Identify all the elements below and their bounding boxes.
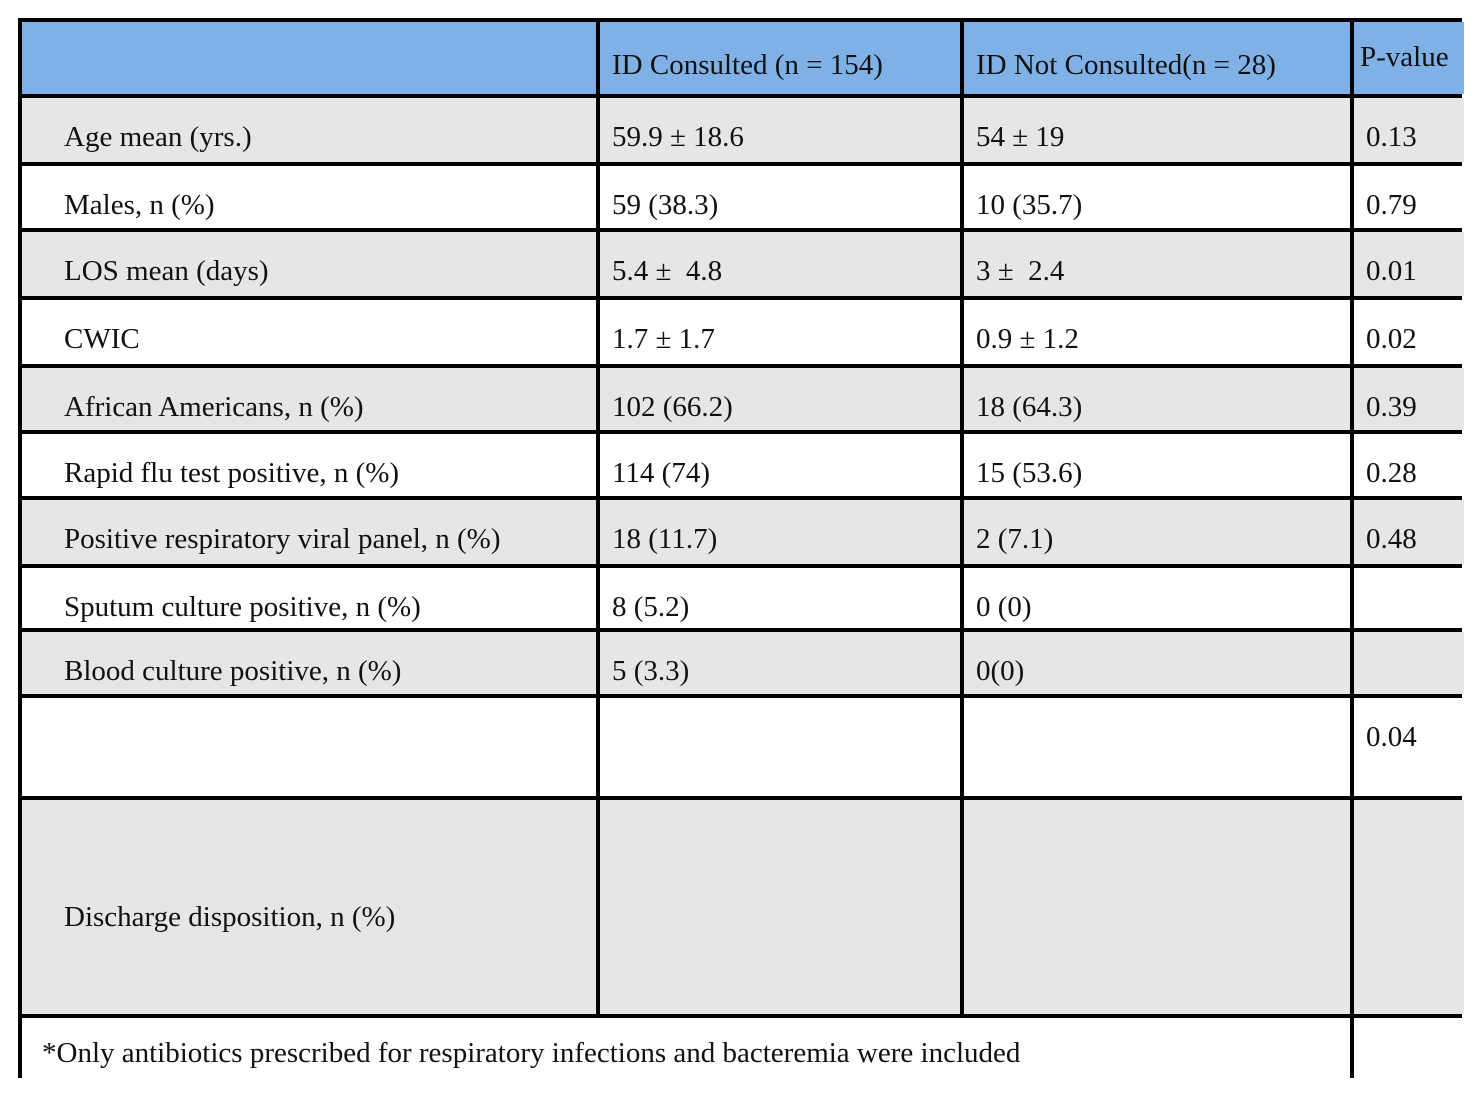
antibiotics-p-value: 0.04	[1354, 698, 1464, 796]
row-label: African Americans, n (%)	[22, 368, 596, 430]
discharge-label-cell	[22, 800, 596, 1014]
cell-not-consulted: 10 (35.7)	[964, 166, 1350, 228]
cell-not-consulted: 0 (0)	[964, 568, 1350, 628]
cell-consulted: 8 (5.2)	[600, 568, 960, 628]
cell-consulted: 59 (38.3)	[600, 166, 960, 228]
row-label: Rapid flu test positive, n (%)	[22, 434, 596, 496]
cell-consulted: 5.4 ± 4.8	[600, 232, 960, 296]
cell-not-consulted: 15 (53.6)	[964, 434, 1350, 496]
discharge-p-value	[1354, 800, 1464, 1014]
demographics-table	[18, 18, 1462, 1078]
cell-not-consulted: 0.9 ± 1.2	[964, 300, 1350, 364]
cell-p-value: 0.79	[1354, 166, 1464, 228]
row-label: Age mean (yrs.)	[22, 98, 596, 162]
row-label: Males, n (%)	[22, 166, 596, 228]
cell-not-consulted: 18 (64.3)	[964, 368, 1350, 430]
antibiotics-consulted-cell	[600, 698, 960, 796]
footnote-empty-cell	[1354, 1018, 1464, 1082]
header-blank-cell	[22, 22, 596, 94]
footnote: *Only antibiotics prescribed for respiratory infections and bacteremia were included	[22, 1018, 1350, 1082]
cell-consulted: 114 (74)	[600, 434, 960, 496]
cell-not-consulted: 3 ± 2.4	[964, 232, 1350, 296]
header-id-not-consulted: ID Not Consulted(n = 28)	[964, 22, 1350, 94]
discharge-consulted-cell	[600, 800, 960, 1014]
cell-p-value: 0.39	[1354, 368, 1464, 430]
row-label: Sputum culture positive, n (%)	[22, 568, 596, 628]
cell-p-value	[1354, 632, 1464, 694]
cell-consulted: 102 (66.2)	[600, 368, 960, 430]
cell-consulted: 5 (3.3)	[600, 632, 960, 694]
header-id-consulted: ID Consulted (n = 154)	[600, 22, 960, 94]
cell-not-consulted: 0(0)	[964, 632, 1350, 694]
row-label: Positive respiratory viral panel, n (%)	[22, 500, 596, 564]
cell-consulted: 1.7 ± 1.7	[600, 300, 960, 364]
discharge-not-consulted-cell	[964, 800, 1350, 1014]
cell-p-value: 0.01	[1354, 232, 1464, 296]
antibiotics-not-consulted-cell	[964, 698, 1350, 796]
row-label: CWIC	[22, 300, 596, 364]
header-p-value: P-value	[1354, 22, 1464, 94]
cell-p-value: 0.13	[1354, 98, 1464, 162]
antibiotics-label-cell	[22, 698, 596, 796]
cell-consulted: 18 (11.7)	[600, 500, 960, 564]
row-label: LOS mean (days)	[22, 232, 596, 296]
row-label: Blood culture positive, n (%)	[22, 632, 596, 694]
cell-p-value: 0.28	[1354, 434, 1464, 496]
cell-not-consulted: 2 (7.1)	[964, 500, 1350, 564]
discharge-label: Discharge disposition, n (%)	[64, 901, 396, 933]
cell-consulted: 59.9 ± 18.6	[600, 98, 960, 162]
cell-p-value: 0.48	[1354, 500, 1464, 564]
cell-p-value: 0.02	[1354, 300, 1464, 364]
cell-not-consulted: 54 ± 19	[964, 98, 1350, 162]
cell-p-value	[1354, 568, 1464, 628]
